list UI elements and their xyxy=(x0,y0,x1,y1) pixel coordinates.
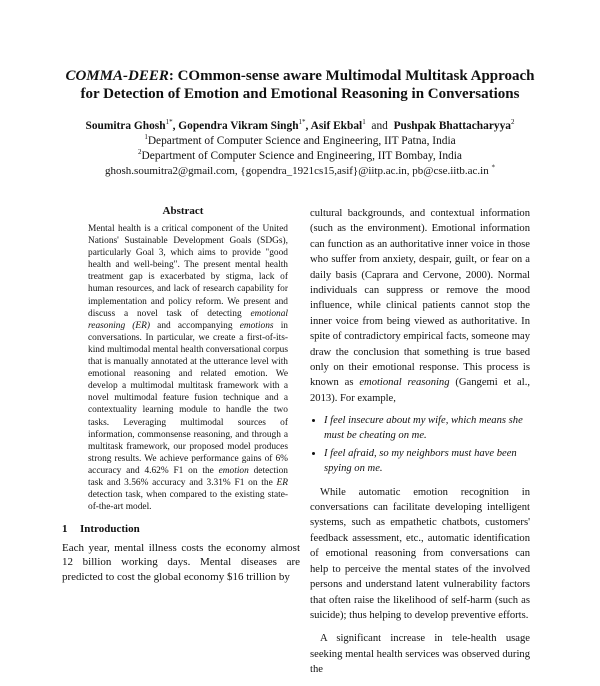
abstract-text: and accompanying xyxy=(150,320,240,331)
email-list: ghosh.soumitra2@gmail.com, {gopendra_1921cs15,asif}@iitp.ac.in, pb@cse.iitb.ac.in xyxy=(105,165,489,177)
title-line-1-rest: : COmmon-sense aware Multimodal Multitask Approach xyxy=(168,68,535,84)
affiliation xyxy=(20,149,580,164)
author-sup: 1* xyxy=(165,118,173,127)
paper-title xyxy=(40,67,560,103)
author-sup: 2 xyxy=(510,118,515,127)
section-number: 1 xyxy=(62,523,68,536)
example-item: • I feel insecure about my wife, which means she must be cheating on me. xyxy=(324,414,530,443)
abstract-text: detection task, when compared to the existing state-of-the-art model. xyxy=(88,490,288,513)
author-name: Gopendra Vikram Singh xyxy=(178,120,299,132)
abstract-heading: Abstract xyxy=(162,205,204,217)
right-column xyxy=(310,206,530,686)
author-emails xyxy=(20,164,580,179)
body-emphasis: emotional reasoning xyxy=(359,377,450,389)
abstract-text: Mental health is a critical component of the United Nations' Sustainable Development Goals (SDGs), particularly Goal 3, which aims to provide "good health and well-being". The present mental health treatment gap is exacerbated by stigma, lack of human resources, and lack of research capability for implementation and policy reform. We present and discuss a novel task of detecting xyxy=(88,224,288,319)
affiliation-sup: 1 xyxy=(144,133,148,142)
affiliation xyxy=(20,134,580,149)
author-separator: and xyxy=(365,120,394,132)
example-list xyxy=(310,414,530,476)
abstract-text: in conversations. In particular, we create a first-of-its-kind multimodal mental health conversational corpus that is manually annotated at the utterance level with emotional reasoning and related emotion. We develop a multimodal multitask framework with a novel multimodal feature fusion technique and a contextuality learning module to handle the two tasks. Leveraging multimodal sources of information, commonsense reasoning, and through a multitask framework, our proposed model produces strong results. We achieve performance gains of 6% accuracy and 4.62% F1 on the xyxy=(88,320,288,476)
body-text: (Gangemi et al., 2013). For example, xyxy=(310,377,530,404)
title-line-2: for Detection of Emotion and Emotional Reasoning in Conversations xyxy=(80,86,520,102)
title-line-1 xyxy=(40,67,560,85)
affiliation-sup: 2 xyxy=(138,148,142,157)
email-mark: * xyxy=(491,163,495,172)
affiliation-text: Department of Computer Science and Engineering, IIT Patna, India xyxy=(147,135,456,147)
author-separator: , xyxy=(305,120,311,132)
author-name: Asif Ekbal xyxy=(310,120,363,132)
body-text: cultural backgrounds, and contextual information (such as the environment). Emotional information can function as an authoritative inner voice in those who suffer from anxiety, despair, guilt, or fear on a daily basis (Caprara and Cervone, 2000). Normal individuals can suppress or remove the mood influence, while clinical patients cannot stop the inner voice from being viewed as authoritative. In spite of contradictory empirical facts, someone may draw the conclusion that something is true based only on their emotional response. This process is known as xyxy=(310,208,530,389)
body-paragraph: While automatic emotion recognition in conversations can facilitate developing intelligent systems, such as empathetic chatbots, customers' feedback assessment, etc., automatic identification of emotional reasoning from conversations can help to perceive the mental states of the involved persons and understand latent vulnerability factors that often raise the likelihood of self-harm (such as suicide); thus helping to develop preventive efforts. xyxy=(310,486,530,621)
introduction-text: Each year, mental illness costs the economy almost 12 billion working days. Mental diseases are predicted to cost the global economy $16 trillion by xyxy=(62,542,300,583)
abstract-emphasis: emotional reasoning (ER) xyxy=(88,308,288,331)
abstract-emphasis: ER xyxy=(276,477,288,488)
section-title: Introduction xyxy=(80,523,140,536)
author-separator: , xyxy=(172,120,179,132)
abstract-text: detection task and 3.56% accuracy and 3.31% F1 on the xyxy=(88,465,288,488)
affiliation-text: Department of Computer Science and Engineering, IIT Bombay, India xyxy=(141,150,462,162)
author-name: Pushpak Bhattacharyya xyxy=(393,120,511,132)
abstract-body xyxy=(88,223,288,513)
author-names xyxy=(20,119,580,134)
title-acronym: COMMA-DEER xyxy=(65,68,169,84)
body-paragraph xyxy=(310,206,530,406)
author-sup: 1 xyxy=(362,118,366,127)
body-paragraph: A significant increase in tele-health usage seeking mental health services was observed during the xyxy=(310,633,530,676)
author-name: Soumitra Ghosh xyxy=(85,120,166,132)
left-column xyxy=(62,205,300,584)
example-item: • I feel afraid, so my neighbors must have been spying on me. xyxy=(324,447,530,476)
section-heading-introduction xyxy=(62,523,302,535)
abstract-emphasis: emotions xyxy=(239,320,274,331)
author-sup: 1* xyxy=(298,118,306,127)
author-block xyxy=(20,119,580,179)
abstract-emphasis: emotion xyxy=(218,465,249,476)
